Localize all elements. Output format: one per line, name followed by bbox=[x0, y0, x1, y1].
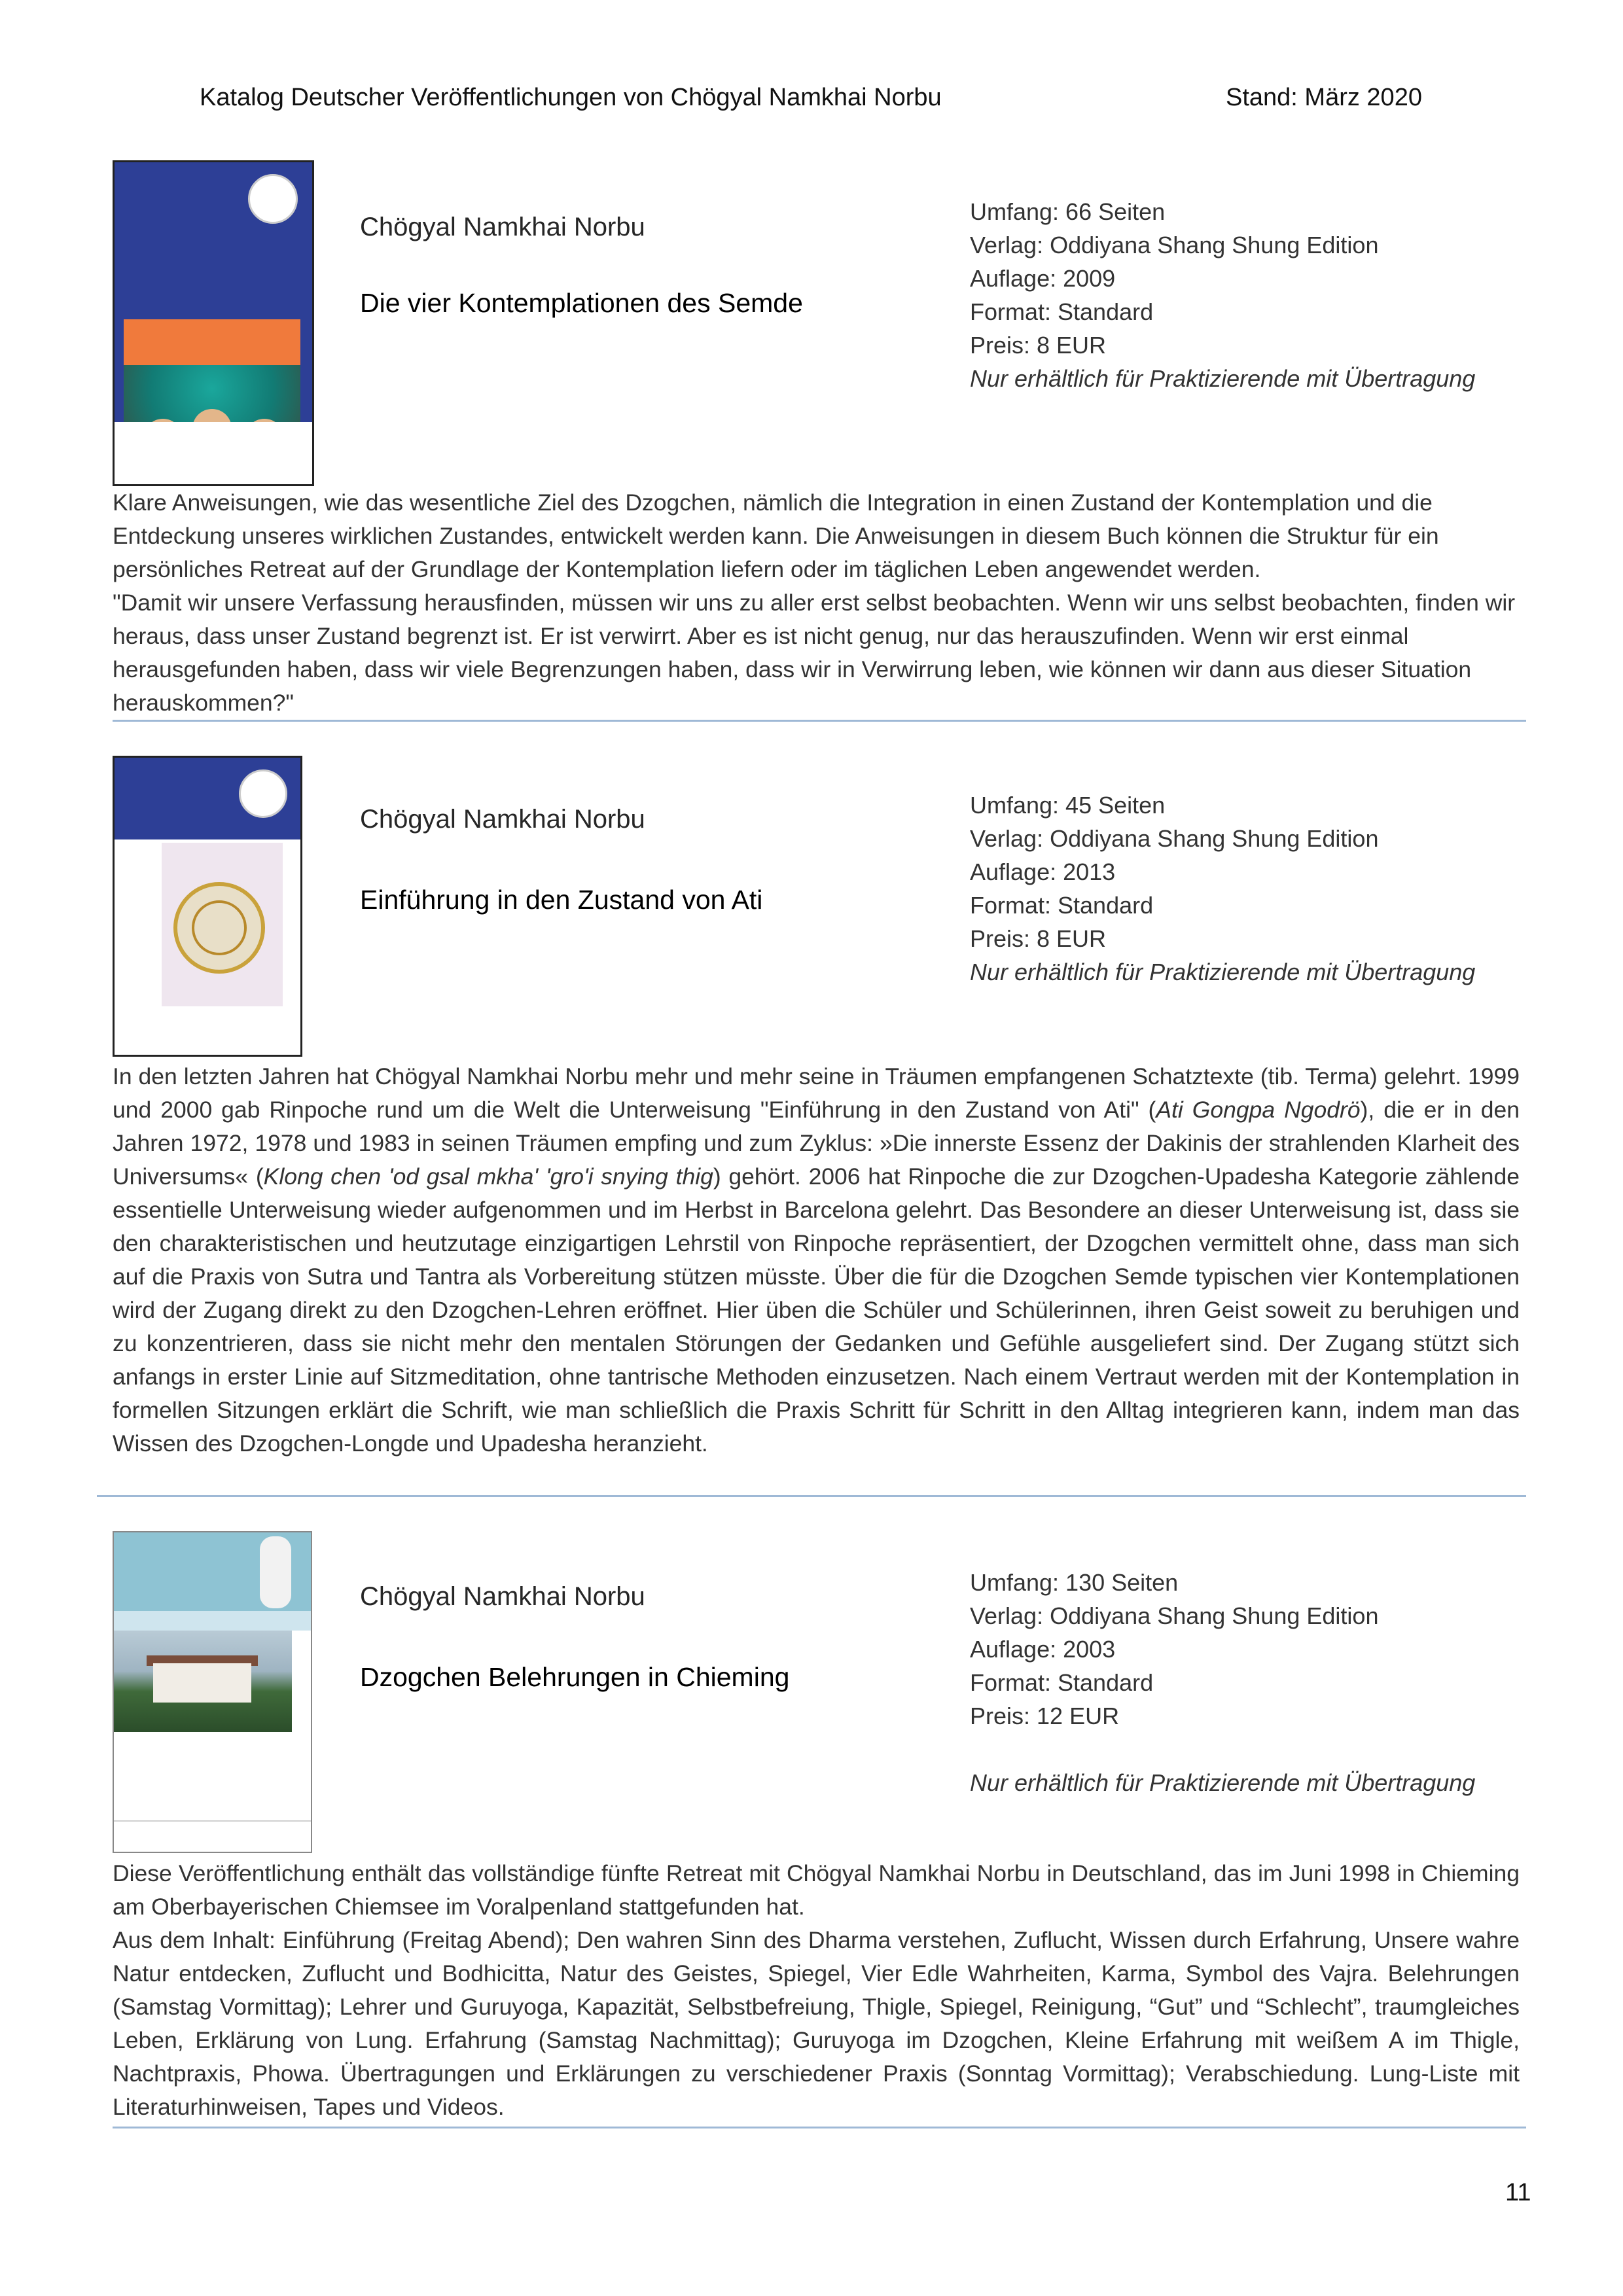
book-pages: Umfang: 45 Seiten bbox=[970, 792, 1166, 819]
emblem-icon bbox=[248, 174, 298, 224]
book-price: Preis: 12 EUR bbox=[970, 1703, 1120, 1729]
book-cover-chieming bbox=[113, 1531, 312, 1853]
book-author: Chögyal Namkhai Norbu bbox=[360, 1582, 645, 1611]
book-author: Chögyal Namkhai Norbu bbox=[360, 805, 645, 834]
emblem-icon bbox=[260, 1536, 291, 1608]
book-details bbox=[970, 1566, 1475, 1799]
book-edition: Auflage: 2013 bbox=[970, 858, 1116, 885]
book-details bbox=[970, 195, 1475, 395]
book-title: Dzogchen Belehrungen in Chieming bbox=[360, 1662, 790, 1692]
book-publisher: Verlag: Oddiyana Shang Shung Edition bbox=[970, 1602, 1379, 1629]
ati-symbol-icon bbox=[173, 882, 265, 974]
description-paragraph: Klare Anweisungen, wie das wesentliche Ziel des Dzogchen, nämlich die Integration in einen Zustand der Kontemplation und die Entdeckung unseres wirklichen Zustandes, entwickelt werden kann. Die Anweisungen in diesem Buch können die Struktur für ein persönliches Retreat auf der Grundlage der Kontemplation liefern oder im täglichen Leben angewendet werden. bbox=[113, 489, 1439, 582]
emblem-icon bbox=[239, 769, 287, 818]
description-paragraph: "Damit wir unsere Verfassung herausfinden, müssen wir uns zu aller erst selbst beobachten. Wenn wir uns selbst beobachten, finden wir heraus, dass unser Zustand begrenzt ist. Er ist verwirrt. Aber es ist nicht genug, nur das herauszufinden. Wenn wir erst einmal herausgefunden haben, dass wir viele Begrenzungen haben, dass wir in Verwirrung leben, wie können wir dann aus dieser Situation herauskommen?" bbox=[113, 590, 1516, 716]
description-paragraph: Diese Veröffentlichung enthält das vollständige fünfte Retreat mit Chögyal Namkhai Norbu in Deutschland, das im Juni 1998 in Chieming am Oberbayerischen Chiemsee im Voralpenland stattgefunden hat. bbox=[113, 1860, 1520, 1920]
book-format: Format: Standard bbox=[970, 892, 1154, 919]
book-publisher: Verlag: Oddiyana Shang Shung Edition bbox=[970, 232, 1379, 258]
book-details bbox=[970, 788, 1475, 989]
book-description bbox=[113, 486, 1520, 720]
book-cover-semde bbox=[113, 160, 314, 486]
book-price: Preis: 8 EUR bbox=[970, 925, 1107, 952]
book-edition: Auflage: 2003 bbox=[970, 1636, 1116, 1663]
catalog-date: Stand: März 2020 bbox=[1226, 84, 1422, 111]
book-pages: Umfang: 130 Seiten bbox=[970, 1569, 1179, 1596]
book-title: Einführung in den Zustand von Ati bbox=[360, 885, 763, 915]
section-divider bbox=[113, 2127, 1526, 2128]
book-format: Format: Standard bbox=[970, 1669, 1154, 1696]
book-availability: Nur erhältlich für Praktizierende mit Übertragung bbox=[970, 1769, 1476, 1796]
book-availability: Nur erhältlich für Praktizierende mit Übertragung bbox=[970, 365, 1476, 392]
cover-photo bbox=[114, 1631, 292, 1732]
book-title: Die vier Kontemplationen des Semde bbox=[360, 288, 803, 318]
book-cover-ati bbox=[113, 756, 302, 1057]
book-description bbox=[113, 1060, 1520, 1460]
book-description bbox=[113, 1857, 1520, 2124]
catalog-title: Katalog Deutscher Veröffentlichungen von Chögyal Namkhai Norbu bbox=[200, 84, 942, 111]
book-price: Preis: 8 EUR bbox=[970, 332, 1107, 359]
page-number: 11 bbox=[1505, 2179, 1531, 2206]
book-availability: Nur erhältlich für Praktizierende mit Übertragung bbox=[970, 959, 1476, 985]
book-publisher: Verlag: Oddiyana Shang Shung Edition bbox=[970, 825, 1379, 852]
section-divider bbox=[113, 720, 1526, 722]
book-format: Format: Standard bbox=[970, 298, 1154, 325]
description-paragraph: In den letzten Jahren hat Chögyal Namkhai Norbu mehr und mehr seine in Träumen empfangenen Schatztexte (tib. Terma) gelehrt. 1999 und 2000 gab Rinpoche rund um die Welt die Unterweisung "Einführung in den Zustand von Ati" (Ati Gongpa Ngodrö), die er in den Jahren 1972, 1978 und 1983 in seinen Träumen empfing und zum Zyklus: »Die innerste Essenz der Dakinis der strahlenden Klarheit des Universums« (Klong chen 'od gsal mkha' 'gro'i snying thig) gehört. 2006 hat Rinpoche die zur Dzogchen-Upadesha Kategorie zählende essentielle Unterweisung wieder aufgenommen und im Herbst in Barcelona gelehrt. Das Besondere an dieser Unterweisung ist, dass sie den charakteristischen und heutzutage einzigartigen Lehrstil von Rinpoche repräsentiert, der Dzogchen vermittelt ohne, dass man sich auf die Praxis von Sutra und Tantra als Vorbereitung stützen müsste. Über die für die Dzogchen Semde typischen vier Kontemplationen wird der Zugang direkt zu den Dzogchen-Lehren eröffnet. Hier üben die Schüler und Schülerinnen, ihren Geist soweit zu beruhigen und zu konzentrieren, dass sie nicht mehr den mentalen Störungen der Gedanken und Gefühle ausgeliefert sind. Der Zugang stützt sich anfangs in erster Linie auf Sitzmeditation, ohne tantrische Methoden einzusetzen. Nach einem Vertraut werden mit der Kontemplation in formellen Sitzungen erklärt die Schrift, wie man schließlich die Praxis Schritt für Schritt in den Alltag integrieren kann, indem man das Wissen des Dzogchen-Longde und Upadesha heranzieht. bbox=[113, 1063, 1520, 1457]
book-author: Chögyal Namkhai Norbu bbox=[360, 213, 645, 241]
book-edition: Auflage: 2009 bbox=[970, 265, 1116, 292]
description-paragraph: Aus dem Inhalt: Einführung (Freitag Abend); Den wahren Sinn des Dharma verstehen, Zuflucht, Wissen durch Erfahrung, Unsere wahre Natur entdecken, Zuflucht und Bodhicitta, Natur des Geistes, Spiegel, Vier Edle Wahrheiten, Karma, Symbol des Vajra. Belehrungen (Samstag Vormittag); Lehrer und Guruyoga, Kapazität, Selbstbefreiung, Thigle, Spiegel, Reinigung, “Gut” und “Schlecht”, traumgleiches Leben, Erklärung von Lung. Erfahrung (Samstag Nachmittag); Guruyoga im Dzogchen, Kleine Erfahrung mit weißem A im Thigle, Nachtpraxis, Phowa. Übertragungen und Erklärungen zu verschiedener Praxis (Sonntag Vormittag); Verabschiedung. Lung-Liste mit Literaturhinweisen, Tapes und Videos. bbox=[113, 1927, 1520, 2120]
section-divider bbox=[97, 1495, 1526, 1497]
book-pages: Umfang: 66 Seiten bbox=[970, 198, 1166, 225]
